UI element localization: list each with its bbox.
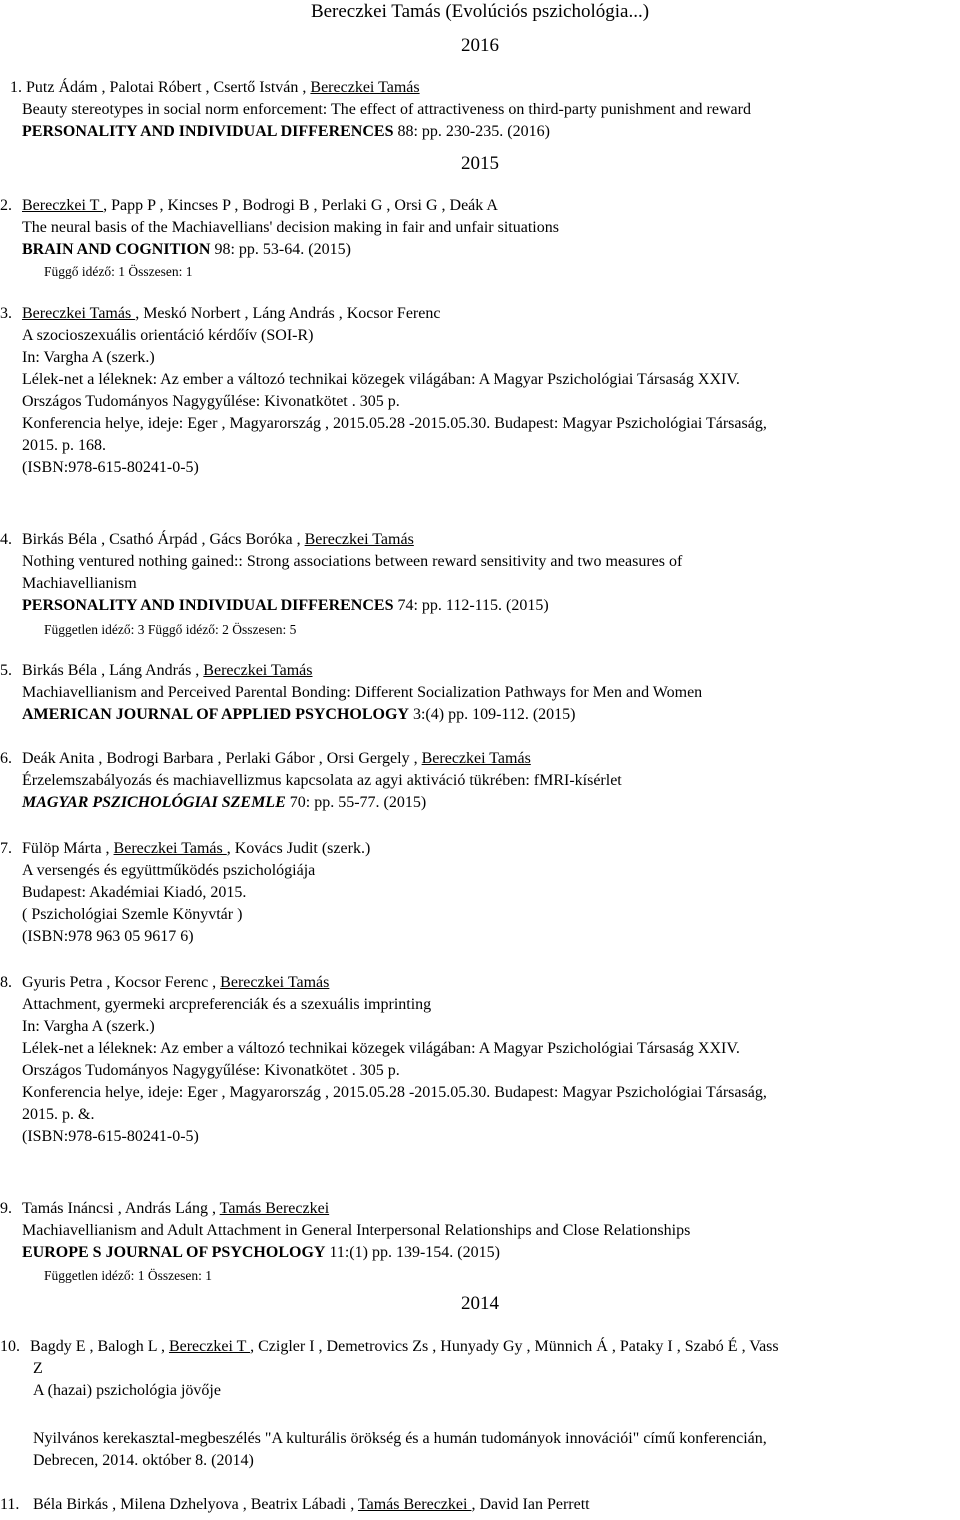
entry-title: Érzelemszabályozás és machiavellizmus kapcsolata az agyi aktiváció tükrében: fMRI-kísérlet [22, 772, 622, 789]
entry-number: 8. [0, 974, 12, 991]
entry-number: 2. [0, 197, 12, 214]
entry-authors: 9. Tamás Ináncsi , András Láng , Tamás Bereczkei [0, 1200, 330, 1217]
journal-name: PERSONALITY AND INDIVIDUAL DIFFERENCES [22, 597, 394, 614]
entry-isbn: (ISBN:978 963 05 9617 6) [22, 928, 194, 945]
citation-count: Független idéző: 1 Összesen: 1 [44, 1268, 212, 1283]
author-link[interactable]: Bereczkei Tamás [310, 79, 420, 96]
entry-authors: 10. Bagdy E , Balogh L , Bereczkei T , Czigler I , Demetrovics Zs , Hunyady Gy , Münnich Á , Pataky I , Szabó É , Vass [0, 1338, 779, 1355]
entry-title: Machiavellianism and Perceived Parental Bonding: Different Socialization Pathways for Men and Women [22, 684, 703, 701]
entry-authors: 2. Bereczkei T , Papp P , Kincses P , Bodrogi B , Perlaki G , Orsi G , Deák A [0, 197, 498, 214]
entry-source: PERSONALITY AND INDIVIDUAL DIFFERENCES 88: pp. 230-235. (2016) [22, 123, 550, 140]
entry-source: BRAIN AND COGNITION 98: pp. 53-64. (2015) [22, 241, 351, 258]
entry-number: 10. [0, 1338, 20, 1355]
entry-title: A szocioszexuális orientáció kérdőív (SOI-R) [22, 327, 314, 344]
entry-conference: Konferencia helye, ideje: Eger , Magyarország , 2015.05.28 -2015.05.30. Budapest: Magyar Pszichológiai Társaság, [22, 1084, 767, 1101]
citation-count: Független idéző: 3 Függő idéző: 2 Összesen: 5 [44, 622, 297, 637]
entry-editor: In: Vargha A (szerk.) [22, 1018, 155, 1035]
entry-isbn: (ISBN:978-615-80241-0-5) [22, 1128, 199, 1145]
entry-pages: 2015. p. &. [22, 1106, 95, 1123]
author-link[interactable]: Bereczkei T [22, 197, 104, 214]
entry-title: The neural basis of the Machiavellians' decision making in fair and unfair situations [22, 219, 559, 236]
entry-authors: 7. Fülöp Márta , Bereczkei Tamás , Kovács Judit (szerk.) [0, 840, 371, 857]
entry-source: PERSONALITY AND INDIVIDUAL DIFFERENCES 74: pp. 112-115. (2015) [22, 597, 549, 614]
entry-source: MAGYAR PSZICHOLÓGIAI SZEMLE 70: pp. 55-77. (2015) [22, 794, 427, 811]
author-link[interactable]: Bereczkei Tamás [421, 750, 531, 767]
entry-book: Országos Tudományos Nagygyűlése: Kivonatkötet . 305 p. [22, 1062, 400, 1079]
journal-name: BRAIN AND COGNITION [22, 241, 211, 258]
entry-number: 4. [0, 531, 12, 548]
entry-number: 6. [0, 750, 12, 767]
entry-number: 1. [10, 79, 22, 96]
author-link[interactable]: Bereczkei T [168, 1338, 251, 1355]
author-link[interactable]: Tamás Bereczkei [219, 1200, 330, 1217]
entry-source: AMERICAN JOURNAL OF APPLIED PSYCHOLOGY 3:(4) pp. 109-112. (2015) [22, 706, 576, 723]
entry-authors: 11. Béla Birkás , Milena Dzhelyova , Beatrix Lábadi , Tamás Bereczkei , David Ian Perrett [0, 1496, 590, 1513]
entry-book: Országos Tudományos Nagygyűlése: Kivonatkötet . 305 p. [22, 393, 400, 410]
entry-book: Lélek-net a léleknek: Az ember a változó technikai közegek világában: A Magyar Pszichológiai Társaság XXIV. [22, 1040, 740, 1057]
entry-title: A (hazai) pszichológia jövője [33, 1382, 221, 1399]
entry-number: 11. [0, 1496, 20, 1513]
author-link[interactable]: Bereczkei Tamás [220, 974, 330, 991]
entry-editor: In: Vargha A (szerk.) [22, 349, 155, 366]
entry-book: Lélek-net a léleknek: Az ember a változó technikai közegek világában: A Magyar Pszichológiai Társaság XXIV. [22, 371, 740, 388]
year-heading-2016: 2016 [461, 35, 499, 56]
entry-event: Nyilvános kerekasztal-megbeszélés "A kulturális örökség és a humán tudományok innovációi" című konferencián, [33, 1430, 767, 1447]
entry-authors: 5. Birkás Béla , Láng András , Bereczkei Tamás [0, 662, 313, 679]
entry-title: Machiavellianism [22, 575, 137, 592]
entry-pages: 2015. p. 168. [22, 437, 106, 454]
entry-title: Nothing ventured nothing gained:: Strong associations between reward sensitivity and two measures of [22, 553, 683, 570]
entry-number: 9. [0, 1200, 12, 1217]
entry-title: Machiavellianism and Adult Attachment in General Interpersonal Relationships and Close Relationships [22, 1222, 691, 1239]
entry-authors: 1. Putz Ádám , Palotai Róbert , Csertő István , Bereczkei Tamás [0, 78, 420, 98]
entry-isbn: (ISBN:978-615-80241-0-5) [22, 459, 199, 476]
citation-count: Függő idéző: 1 Összesen: 1 [44, 264, 193, 279]
entry-authors: 4. Birkás Béla , Csathó Árpád , Gács Boróka , Bereczkei Tamás [0, 531, 414, 548]
journal-name: MAGYAR PSZICHOLÓGIAI SZEMLE [22, 794, 286, 811]
journal-name: AMERICAN JOURNAL OF APPLIED PSYCHOLOGY [22, 706, 409, 723]
author-link[interactable]: Bereczkei Tamás [113, 840, 227, 857]
year-heading-2015: 2015 [461, 153, 499, 174]
author-link[interactable]: Bereczkei Tamás [203, 662, 313, 679]
entry-title: A versengés és együttműködés pszichológiája [22, 862, 316, 879]
year-heading-2014: 2014 [461, 1293, 499, 1314]
entry-source: EUROPE S JOURNAL OF PSYCHOLOGY 11:(1) pp. 139-154. (2015) [22, 1244, 500, 1261]
entry-title: Beauty stereotypes in social norm enforcement: The effect of attractiveness on third-party punishment and reward [22, 101, 751, 118]
author-link[interactable]: Bereczkei Tamás [304, 531, 414, 548]
entry-number: 5. [0, 662, 12, 679]
entry-authors: 8. Gyuris Petra , Kocsor Ferenc , Bereczkei Tamás [0, 974, 330, 991]
page-title: Bereczkei Tamás (Evolúciós pszichológia...) [310, 1, 650, 22]
entry-conference: Konferencia helye, ideje: Eger , Magyarország , 2015.05.28 -2015.05.30. Budapest: Magyar Pszichológiai Társaság, [22, 415, 767, 432]
journal-name: EUROPE S JOURNAL OF PSYCHOLOGY [22, 1244, 326, 1261]
entry-title: Attachment, gyermeki arcpreferenciák és a szexuális imprinting [22, 996, 432, 1013]
journal-name: PERSONALITY AND INDIVIDUAL DIFFERENCES [22, 123, 394, 140]
author-link[interactable]: Bereczkei Tamás [22, 305, 136, 322]
entry-authors-cont: Z [33, 1360, 43, 1377]
entry-number: 7. [0, 840, 12, 857]
entry-authors: 6. Deák Anita , Bodrogi Barbara , Perlaki Gábor , Orsi Gergely , Bereczkei Tamás [0, 750, 531, 767]
entry-publisher: Budapest: Akadémiai Kiadó, 2015. [22, 884, 247, 901]
author-link[interactable]: Tamás Bereczkei [357, 1496, 472, 1513]
entry-series: ( Pszichológiai Szemle Könyvtár ) [22, 906, 243, 923]
entry-number: 3. [0, 305, 12, 322]
entry-authors: 3. Bereczkei Tamás , Meskó Norbert , Láng András , Kocsor Ferenc [0, 305, 441, 322]
entry-event: Debrecen, 2014. október 8. (2014) [33, 1452, 254, 1469]
